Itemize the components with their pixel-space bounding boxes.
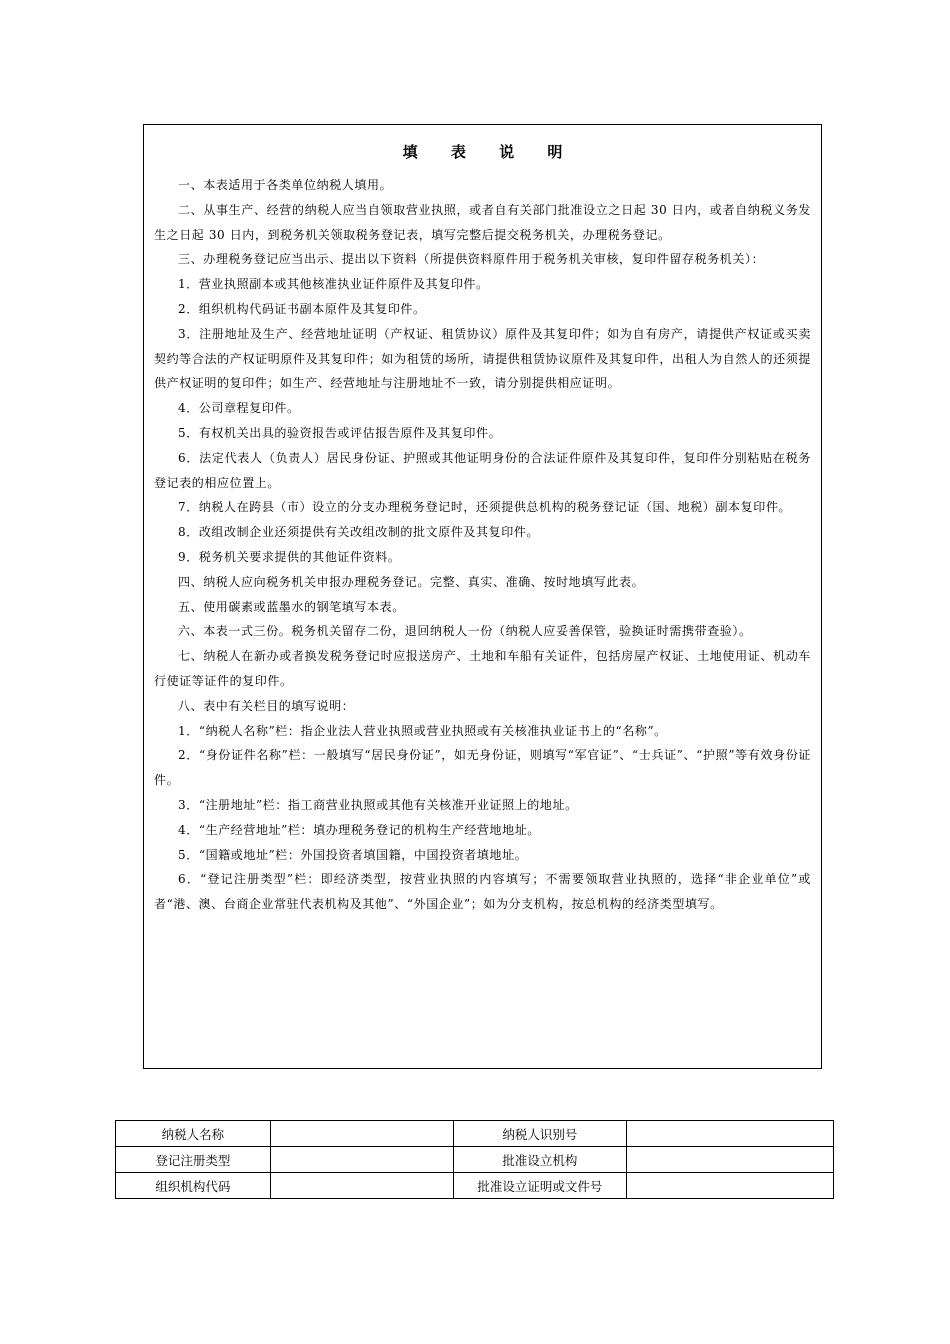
table-row — [116, 1173, 834, 1199]
approval-document-label: 批准设立证明或文件号 — [453, 1173, 627, 1199]
table-row — [116, 1121, 834, 1147]
instruction-paragraph: 7．纳税人在跨县（市）设立的分支办理税务登记时，还须提供总机构的税务登记证（国、地税）副本复印件。 — [178, 500, 792, 515]
instruction-paragraph: 5．有权机关出具的验资报告或评估报告原件及其复印件。 — [178, 425, 502, 440]
taxpayer-info-table — [115, 1120, 834, 1199]
instruction-paragraph: 三、办理税务登记应当出示、提出以下资料（所提供资料原件用于税务机关审核，复印件留存税务机关）： — [178, 252, 765, 267]
taxpayer-name-field[interactable] — [270, 1121, 453, 1147]
org-code-label: 组织机构代码 — [116, 1173, 271, 1199]
instruction-paragraph: 6．“登记注册类型”栏：即经济类型，按营业执照的内容填写；不需要领取营业执照的，选择“非企业单位”或者“港、澳、台商企业常驻代表机构及其他”、“外国企业”；如为分支机构，按总机构的经济类型填写。 — [154, 872, 811, 912]
instruction-paragraph: 2．“身份证件名称”栏：一般填写“居民身份证”，如无身份证，则填写“军官证”、“士兵证”、“护照”等有效身份证件。 — [154, 748, 811, 788]
instruction-paragraph: 4．公司章程复印件。 — [178, 401, 300, 416]
instruction-paragraph: 3．注册地址及生产、经营地址证明（产权证、租赁协议）原件及其复印件；如为自有房产，请提供产权证或买卖契约等合法的产权证明原件及其复印件；如为租赁的场所，请提供租赁协议原件及其复印件，出租人为自然人的还须提供产权证明的复印件；如生产、经营地址与注册地址不一致，请分别提供相应证明。 — [154, 326, 811, 391]
instruction-paragraph: 一、本表适用于各类单位纳税人填用。 — [178, 178, 393, 192]
instruction-paragraph: 六、本表一式三份。税务机关留存二份，退回纳税人一份（纳税人应妥善保管，验换证时需携带查验）。 — [178, 624, 752, 639]
table-row — [116, 1147, 834, 1173]
approving-authority-label: 批准设立机构 — [453, 1147, 627, 1173]
org-code-field[interactable] — [270, 1173, 453, 1199]
instructions-box — [143, 124, 822, 1069]
instruction-paragraph: 八、表中有关栏目的填写说明： — [178, 698, 355, 713]
instruction-paragraph: 9．税务机关要求提供的其他证件资料。 — [178, 549, 401, 564]
instruction-paragraph: 2．组织机构代码证书副本原件及其复印件。 — [178, 301, 426, 316]
taxpayer-id-label: 纳税人识别号 — [453, 1121, 627, 1147]
instruction-paragraph: 5．“国籍或地址”栏：外国投资者填国籍，中国投资者填地址。 — [178, 847, 528, 862]
instruction-paragraph: 二、从事生产、经营的纳税人应当自领取营业执照，或者自有关部门批准设立之日起 30 日内，或者自纳税义务发生之日起 30 日内，到税务机关领取税务登记表，填写完整后提交税务机关，办理税务登记。 — [154, 202, 811, 242]
taxpayer-name-label: 纳税人名称 — [116, 1121, 271, 1147]
instruction-paragraph: 4．“生产经营地址”栏：填办理税务登记的机构生产经营地地址。 — [178, 822, 540, 837]
instructions-body — [154, 173, 811, 917]
registration-type-label: 登记注册类型 — [116, 1147, 271, 1173]
registration-type-field[interactable] — [270, 1147, 453, 1173]
instruction-paragraph: 3．“注册地址”栏：指工商营业执照或其他有关核准开业证照上的地址。 — [178, 797, 578, 812]
instruction-paragraph: 1．“纳税人名称”栏：指企业法人营业执照或营业执照或有关核准执业证书上的“名称”。 — [178, 723, 667, 738]
approving-authority-field[interactable] — [627, 1147, 834, 1173]
instructions-title: 填 表 说 明 — [402, 143, 577, 161]
instruction-paragraph: 1．营业执照副本或其他核准执业证件原件及其复印件。 — [178, 277, 489, 292]
instruction-paragraph: 七、纳税人在新办或者换发税务登记时应报送房产、土地和车船有关证件，包括房屋产权证、土地使用证、机动车行使证等证件的复印件。 — [154, 649, 811, 688]
approval-document-field[interactable] — [627, 1173, 834, 1199]
instruction-paragraph: 8．改组改制企业还须提供有关改组改制的批文原件及其复印件。 — [178, 525, 540, 540]
taxpayer-id-field[interactable] — [627, 1121, 834, 1147]
instruction-paragraph: 6．法定代表人（负责人）居民身份证、护照或其他证明身份的合法证件原件及其复印件，复印件分别粘贴在税务登记表的相应位置上。 — [154, 450, 811, 490]
instruction-paragraph: 四、纳税人应向税务机关申报办理税务登记。完整、真实、准确、按时地填写此表。 — [178, 574, 645, 589]
instruction-paragraph: 五、使用碳素或蓝墨水的钢笔填写本表。 — [178, 599, 405, 614]
